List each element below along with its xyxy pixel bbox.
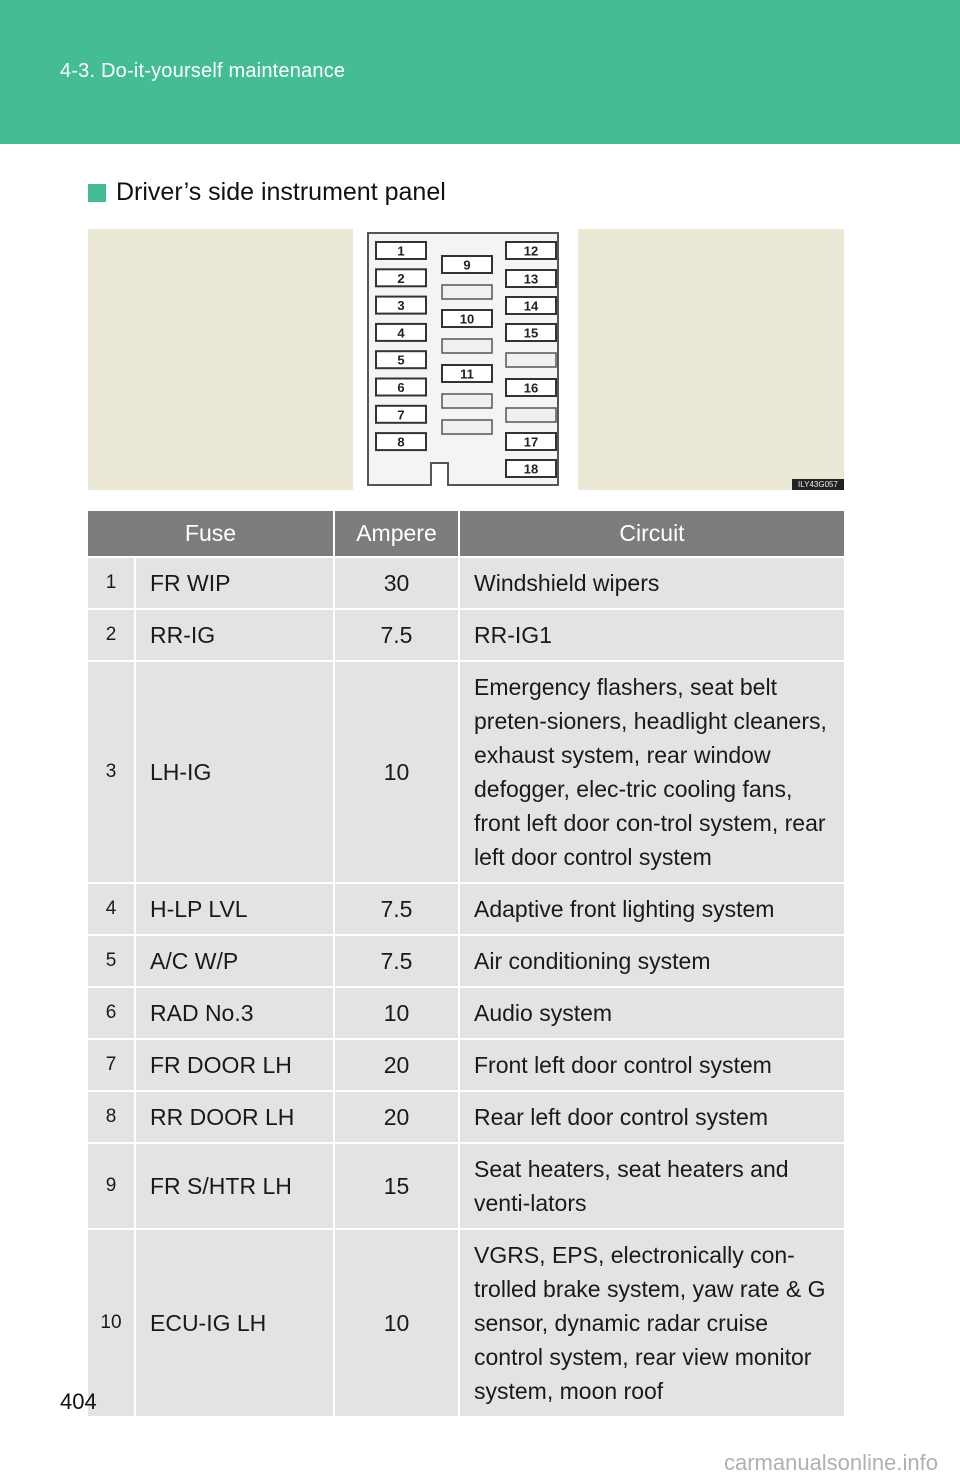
fuse-ampere: 20 (334, 1091, 459, 1143)
bullet-square-icon (88, 184, 106, 202)
fuse-circuit: RR-IG1 (459, 609, 844, 661)
fuse-number: 3 (88, 661, 135, 883)
fuse-circuit: Adaptive front lighting system (459, 883, 844, 935)
fuse-ampere: 10 (334, 661, 459, 883)
table-row (88, 557, 844, 609)
fuse-slot-7-label: 7 (397, 407, 405, 423)
fuse-number: 6 (88, 987, 135, 1039)
page-number: 404 (60, 1389, 97, 1414)
fuse-circuit: VGRS, EPS, electronically con-trolled brake system, yaw rate & G sensor, dynamic radar cruise control system, rear view monitor system, moon roof (459, 1229, 844, 1416)
fuse-ampere: 30 (334, 557, 459, 609)
fuse-slot-2 (376, 269, 426, 286)
fuse-circuit: Audio system (459, 987, 844, 1039)
fuse-slot-15 (506, 324, 556, 341)
fuse-slot-8 (376, 433, 426, 450)
fuse-slot-1 (376, 242, 426, 259)
fuse-name: H-LP LVL (135, 883, 334, 935)
fuse-name: RAD No.3 (135, 987, 334, 1039)
fuse-name: LH-IG (135, 661, 334, 883)
table-row (88, 1229, 844, 1416)
fuse-circuit: Front left door control system (459, 1039, 844, 1091)
fuse-slot-14-label: 14 (523, 298, 539, 314)
watermark: carmanualsonline.info (723, 1450, 938, 1475)
table-row (88, 661, 844, 883)
fuse-slot-5-label: 5 (397, 352, 405, 368)
fuse-circuit: Rear left door control system (459, 1091, 844, 1143)
empty-slot-1 (442, 285, 492, 299)
fuse-name: RR-IG (135, 609, 334, 661)
fuse-slot-9-label: 9 (463, 257, 471, 273)
empty-slot-5 (506, 353, 556, 367)
empty-slot-2 (442, 339, 492, 353)
fuse-name: FR S/HTR LH (135, 1143, 334, 1229)
fuse-slot-12 (506, 242, 556, 259)
fuse-slot-15-label: 15 (523, 325, 539, 341)
fuse-number: 4 (88, 883, 135, 935)
table-row (88, 1039, 844, 1091)
fuse-name: A/C W/P (135, 935, 334, 987)
fuse-slot-9 (442, 256, 492, 273)
fuse-slot-17 (506, 433, 556, 450)
fuse-slot-14 (506, 297, 556, 314)
fuse-slot-16-label: 16 (523, 380, 539, 396)
fuse-slot-2-label: 2 (397, 270, 405, 286)
fuse-number: 5 (88, 935, 135, 987)
empty-slot-4 (442, 420, 492, 434)
fuse-slot-4 (376, 324, 426, 341)
figure-code: ILY43G057 (792, 479, 844, 490)
empty-slot-6 (506, 408, 556, 422)
fuse-slot-3 (376, 297, 426, 314)
fuse-ampere: 7.5 (334, 935, 459, 987)
fuse-circuit: Seat heaters, seat heaters and venti-lators (459, 1143, 844, 1229)
fuse-slot-18-label: 18 (523, 461, 539, 477)
fuse-ampere: 15 (334, 1143, 459, 1229)
table-row (88, 883, 844, 935)
fuse-ampere: 20 (334, 1039, 459, 1091)
fuse-circuit: Air conditioning system (459, 935, 844, 987)
fuse-slot-3-label: 3 (397, 298, 405, 314)
fuse-slot-6-label: 6 (397, 380, 405, 395)
fuse-name: FR WIP (135, 557, 334, 609)
fuse-slot-8-label: 8 (397, 434, 405, 450)
fuse-slot-16 (506, 379, 556, 396)
fuse-name: FR DOOR LH (135, 1039, 334, 1091)
fuse-number: 2 (88, 609, 135, 661)
fuse-slot-11 (442, 365, 492, 382)
fuse-box-svg (88, 229, 844, 490)
fuse-ampere: 7.5 (334, 883, 459, 935)
fuse-box-diagram (88, 229, 844, 490)
fuse-slot-4-label: 4 (397, 325, 405, 341)
table-row (88, 609, 844, 661)
fuse-slot-11-label: 11 (460, 366, 474, 382)
fuse-number: 8 (88, 1091, 135, 1143)
fuse-circuit: Emergency flashers, seat belt preten-sioners, headlight cleaners, exhaust system, rear window defogger, elec-tric cooling fans, front left door con-trol system, rear left door control system (459, 661, 844, 883)
header-ampere: Ampere (334, 511, 459, 557)
fuse-slot-7 (376, 406, 426, 423)
fuse-slot-5 (376, 351, 426, 368)
fuse-slot-13-label: 13 (523, 271, 539, 287)
header-fuse: Fuse (88, 511, 334, 557)
table-header-row (88, 511, 844, 557)
fuse-name: ECU-IG LH (135, 1229, 334, 1416)
fuse-number: 1 (88, 557, 135, 609)
fuse-slot-6 (376, 379, 426, 396)
fuse-number: 9 (88, 1143, 135, 1229)
table-row (88, 935, 844, 987)
fuse-slot-17-label: 17 (523, 434, 539, 450)
fuse-slot-18 (506, 460, 556, 477)
section-label: 4-3. Do-it-yourself maintenance (60, 60, 346, 82)
section-heading (88, 178, 446, 207)
fuse-number: 10 (88, 1229, 135, 1416)
fuse-ampere: 10 (334, 1229, 459, 1416)
empty-slot-3 (442, 394, 492, 408)
fuse-name: RR DOOR LH (135, 1091, 334, 1143)
heading-title: Driver’s side instrument panel (116, 178, 446, 206)
header-circuit: Circuit (459, 511, 844, 557)
fuse-ampere: 10 (334, 987, 459, 1039)
fuse-slot-13 (506, 270, 556, 287)
table-row (88, 987, 844, 1039)
fuse-table (88, 511, 844, 1416)
fuse-slot-10 (442, 310, 492, 327)
fuse-circuit: Windshield wipers (459, 557, 844, 609)
fuse-slot-1-label: 1 (397, 243, 405, 259)
fuse-ampere: 7.5 (334, 609, 459, 661)
header-band (0, 0, 960, 144)
fuse-slot-10-label: 10 (459, 311, 475, 327)
fuse-slot-12-label: 12 (523, 243, 539, 259)
table-row (88, 1143, 844, 1229)
table-row (88, 1091, 844, 1143)
fuse-number: 7 (88, 1039, 135, 1091)
